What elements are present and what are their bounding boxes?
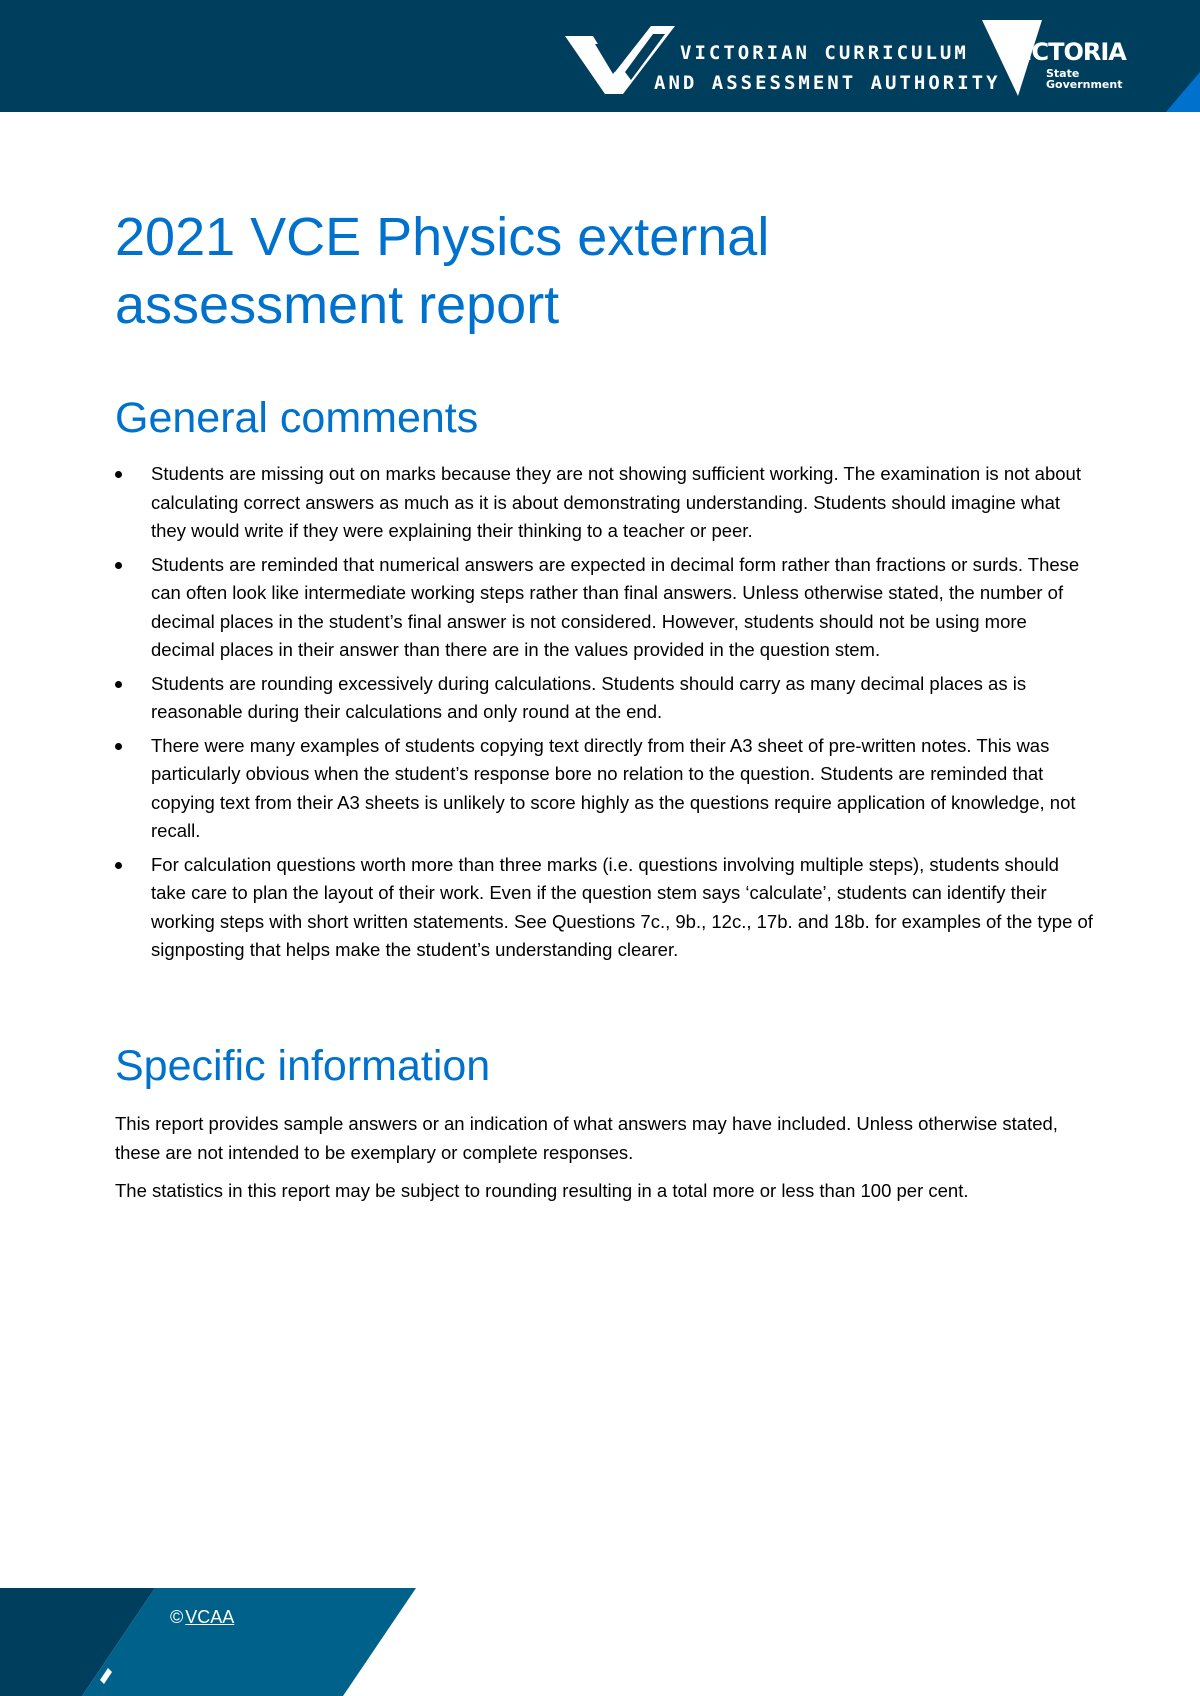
specific-paragraph-1: This report provides sample answers or an indication of what answers may have included. Unless otherwise stated, these are not intended to be exemplary or complete responses. [115,1113,1058,1163]
list-item-text: Students are reminded that numerical answers are expected in decimal form rather than fractions or surds. These can often look like intermediate working steps rather than final answers. Unless otherwise stated, the number of decimal places in the student’s final answer is not considered. However, students should not be using more decimal places in their answer than there are in the values provided in the question stem. [151,553,1080,660]
victoria-subtitle [1046,68,1122,90]
page-title: 2021 VCE Physics external assessment report [115,207,770,335]
list-item [115,551,1095,665]
footer-band [0,1588,1200,1696]
bullet-icon [115,681,122,688]
list-item-text: There were many examples of students copying text directly from their A3 sheet of pre-written notes. This was particularly obvious when the student’s response bore no relation to the question. Students are reminded that copying text from their A3 sheets is unlikely to score highly as the questions require application of knowledge, not recall. [151,734,1076,841]
list-item [115,460,1095,546]
general-comments-heading: General comments [115,394,479,442]
victoria-wordmark: VICTORIA [1006,38,1126,66]
copyright-symbol: © [170,1607,184,1627]
specific-information-heading: Specific information [115,1042,491,1090]
victoria-sub-state: State [1046,67,1080,80]
bullet-icon [115,743,122,750]
vcaa-line-1: VICTORIAN CURRICULUM [680,42,969,64]
bullet-icon [115,862,122,869]
list-item-text: Students are rounding excessively during calculations. Students should carry as many decimal places as is reasonable during their calculations and only round at the end. [151,672,1027,722]
list-item [115,670,1095,727]
bullet-icon [115,562,122,569]
vcaa-line-2: AND ASSESSMENT AUTHORITY [654,72,1001,94]
general-comments-list [115,460,1095,970]
bullet-icon [115,471,122,478]
list-item-text: Students are missing out on marks because they are not showing sufficient working. The examination is not about calculating correct answers as much as it is about demonstrating understanding. Students should imagine what they would write if they were explaining their thinking to a teacher or peer. [151,463,1081,541]
header-banner [0,0,1200,112]
list-item [115,851,1095,965]
vcaa-link[interactable]: VCAA [185,1607,235,1627]
list-item [115,732,1095,846]
victoria-sub-government: Government [1046,78,1123,91]
vcaa-wordmark [654,38,1001,98]
specific-paragraph-2: The statistics in this report may be subject to rounding resulting in a total more or less than 100 per cent. [115,1180,969,1201]
copyright-notice [170,1606,234,1628]
list-item-text: For calculation questions worth more than three marks (i.e. questions involving multiple steps), students should take care to plan the layout of their work. Even if the question stem says ‘calculate’, students can identify their working steps with short written statements. See Questions 7c., 9b., 12c., 17b. and 18b. for examples of the type of signposting that helps make the student’s understanding clearer. [151,853,1093,960]
